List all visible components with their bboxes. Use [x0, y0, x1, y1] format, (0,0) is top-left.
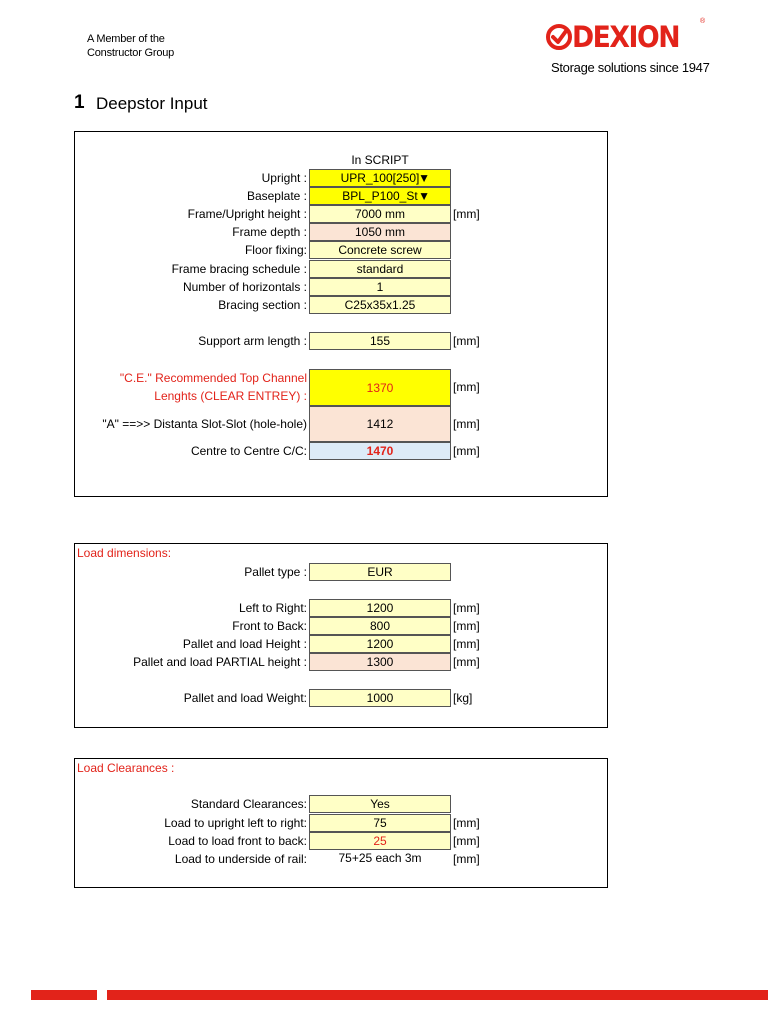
footer-bar-right — [107, 990, 768, 1000]
front-back-unit: [mm] — [453, 619, 480, 633]
load-weight-unit: [kg] — [453, 691, 473, 705]
load-clearances-title: Load Clearances : — [77, 761, 175, 775]
pallet-type-input[interactable]: EUR — [309, 563, 451, 581]
load-weight-label: Pallet and load Weight: — [183, 691, 307, 705]
floor-fixing-input[interactable]: Concrete screw — [309, 241, 451, 259]
support-arm-input[interactable]: 155 — [309, 332, 451, 350]
upright-clearance-label: Load to upright left to right: — [164, 816, 307, 830]
registered-mark: ® — [700, 18, 706, 25]
baseplate-select[interactable] — [309, 187, 451, 205]
top-channel-row — [75, 369, 607, 405]
tagline: Storage solutions since 1947 — [551, 60, 710, 75]
bracing-schedule-row — [75, 260, 607, 278]
bracing-section-label: Bracing section : — [218, 298, 307, 312]
load-height-input[interactable]: 1200 — [309, 635, 451, 653]
frame-depth-value[interactable]: 1050 mm — [309, 223, 451, 241]
in-script-row — [75, 151, 607, 169]
partial-height-value[interactable]: 1300 — [309, 653, 451, 671]
baseplate-label: Baseplate : — [246, 189, 307, 203]
underside-clearance-value: 75+25 each 3m — [338, 851, 422, 865]
frame-height-row — [75, 205, 607, 223]
top-channel-label-line-1: "C.E." Recommended Top Channel — [119, 371, 307, 385]
centre-label: Centre to Centre C/C: — [190, 444, 307, 458]
upright-clearance-unit: [mm] — [453, 816, 480, 830]
frame-height-label: Frame/Upright height : — [187, 207, 307, 221]
in-script-caption: In SCRIPT — [351, 153, 409, 167]
left-right-row — [75, 599, 607, 617]
horizontals-row — [75, 278, 607, 296]
left-right-label: Left to Right: — [238, 601, 307, 615]
horizontals-input[interactable]: 1 — [309, 278, 451, 296]
member-line-1: A Member of the — [87, 33, 165, 45]
frame-depth-row — [75, 223, 607, 241]
upright-value: UPR_100[250] — [340, 171, 420, 185]
top-channel-label-line-2: Lenghts (CLEAR ENTREY) : — [154, 389, 307, 403]
section-number: 1 — [74, 92, 85, 113]
pallet-type-row — [75, 563, 607, 581]
upright-clearance-input[interactable]: 75 — [309, 814, 451, 832]
support-arm-unit: [mm] — [453, 334, 480, 348]
load-weight-row — [75, 689, 607, 707]
horizontals-label: Number of horizontals : — [182, 280, 307, 294]
brand-name: DEXION — [572, 20, 680, 54]
upright-label: Upright : — [261, 171, 307, 185]
top-channel-unit: [mm] — [453, 380, 480, 394]
footer-bar-left — [31, 990, 97, 1000]
slot-distance-row — [75, 406, 607, 442]
member-line-2: Constructor Group — [87, 47, 175, 59]
page-title: Deepstor Input — [96, 94, 208, 113]
underside-clearance-row — [75, 850, 607, 868]
load-dimensions-section — [74, 543, 608, 728]
upright-select[interactable] — [309, 169, 451, 187]
load-dimensions-title: Load dimensions: — [77, 546, 172, 560]
bracing-schedule-label: Frame bracing schedule : — [171, 262, 307, 276]
underside-clearance-unit: [mm] — [453, 852, 480, 866]
partial-height-label: Pallet and load PARTIAL height : — [133, 655, 307, 669]
load-clearances-section — [74, 758, 608, 888]
front-back-label: Front to Back: — [232, 619, 307, 633]
front-back-clearance-row — [75, 832, 607, 850]
member-text — [87, 32, 174, 60]
bracing-schedule-input[interactable]: standard — [309, 260, 451, 278]
centre-row — [75, 442, 607, 460]
floor-fixing-label: Floor fixing: — [244, 243, 307, 257]
top-channel-label — [120, 369, 307, 405]
left-right-input[interactable]: 1200 — [309, 599, 451, 617]
partial-height-row — [75, 653, 607, 671]
slot-distance-value[interactable]: 1412 — [309, 406, 451, 442]
upright-clearance-row — [75, 814, 607, 832]
centre-value[interactable]: 1470 — [309, 442, 451, 460]
frame-height-input[interactable]: 7000 mm — [309, 205, 451, 223]
dropdown-arrow-icon[interactable]: ▼ — [418, 189, 430, 203]
input-section — [74, 131, 608, 497]
frame-depth-label: Frame depth : — [232, 225, 307, 239]
support-arm-row — [75, 332, 607, 350]
centre-unit: [mm] — [453, 444, 480, 458]
standard-clearances-input[interactable]: Yes — [309, 795, 451, 813]
slot-distance-label: "A" ==>> Distanta Slot-Slot (hole-hole) — [102, 417, 307, 431]
partial-height-unit: [mm] — [453, 655, 480, 669]
frame-height-unit: [mm] — [453, 207, 480, 221]
baseplate-row — [75, 187, 607, 205]
front-back-clearance-label: Load to load front to back: — [168, 834, 307, 848]
front-back-input[interactable]: 800 — [309, 617, 451, 635]
load-height-unit: [mm] — [453, 637, 480, 651]
front-back-clearance-unit: [mm] — [453, 834, 480, 848]
underside-clearance-label: Load to underside of rail: — [174, 852, 307, 866]
floor-fixing-row — [75, 241, 607, 259]
standard-clearances-row — [75, 795, 607, 813]
front-back-row — [75, 617, 607, 635]
standard-clearances-label: Standard Clearances: — [190, 797, 307, 811]
load-height-label: Pallet and load Height : — [182, 637, 307, 651]
load-height-row — [75, 635, 607, 653]
left-right-unit: [mm] — [453, 601, 480, 615]
dropdown-arrow-icon[interactable]: ▼ — [418, 171, 430, 185]
upright-row — [75, 169, 607, 187]
front-back-clearance-input[interactable]: 25 — [309, 832, 451, 850]
support-arm-label: Support arm length : — [198, 334, 307, 348]
bracing-section-row — [75, 296, 607, 314]
pallet-type-label: Pallet type : — [244, 565, 307, 579]
slot-distance-unit: [mm] — [453, 417, 480, 431]
bracing-section-input[interactable]: C25x35x1.25 — [309, 296, 451, 314]
top-channel-input[interactable]: 1370 — [309, 369, 451, 406]
load-weight-input[interactable]: 1000 — [309, 689, 451, 707]
baseplate-value: BPL_P100_St — [342, 189, 418, 203]
